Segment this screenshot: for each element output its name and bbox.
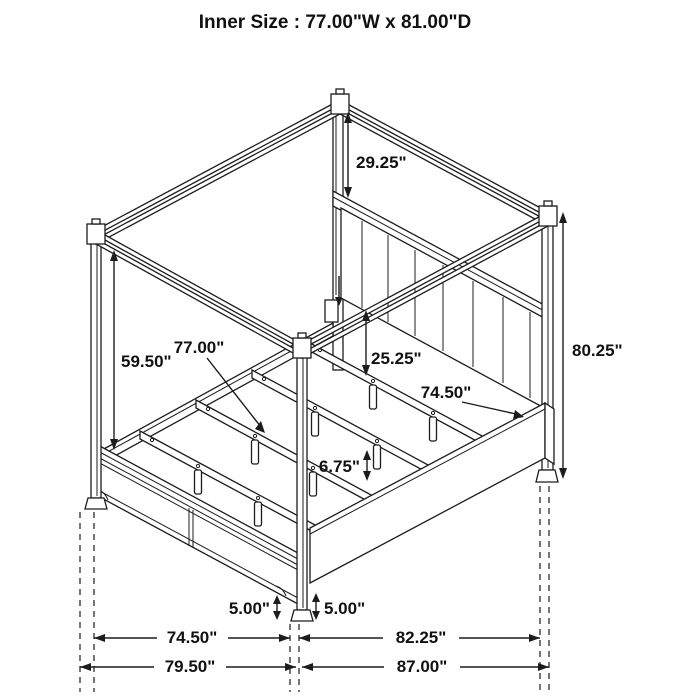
dim-clearance-siderail	[312, 593, 365, 620]
dim-label: 25.25"	[371, 349, 422, 368]
slat-leg	[374, 445, 381, 469]
dim-overall-height	[559, 212, 623, 479]
slat-leg	[370, 385, 377, 409]
canopy-corner-left	[87, 219, 105, 244]
dim-label: 6.75"	[318, 457, 360, 476]
slat	[196, 400, 373, 504]
dim-width-overall	[80, 657, 296, 676]
right-post-foot	[536, 470, 558, 482]
dim-label: 87.00"	[396, 657, 448, 676]
dim-label: 74.50"	[420, 383, 472, 402]
dim-label: 77.00"	[173, 338, 225, 357]
rail-end-cap	[545, 403, 554, 464]
dim-label: 80.25"	[572, 341, 623, 360]
dim-label: 5.00"	[324, 599, 366, 618]
canopy-corner-right	[539, 201, 557, 226]
slat-leg	[430, 417, 437, 441]
slat-leg	[255, 502, 262, 526]
dim-label: 79.50"	[164, 657, 216, 676]
canopy-corner-back	[331, 89, 349, 114]
dim-clearance-footboard	[229, 595, 281, 620]
slat-leg	[195, 470, 202, 494]
dim-canopy-to-headboard	[344, 112, 407, 198]
slat-leg	[252, 440, 259, 464]
dim-label: 59.50"	[121, 352, 172, 371]
dim-width-inner	[94, 628, 290, 647]
dim-depth-overall	[302, 657, 549, 676]
dim-label: 5.00"	[228, 599, 270, 618]
dim-label: 29.25"	[356, 153, 407, 172]
dim-label: 74.50"	[166, 628, 218, 647]
rail-bracket	[325, 300, 338, 322]
slat-leg	[310, 472, 317, 496]
diagram-title: Inner Size : 77.00"W x 81.00"D	[198, 12, 472, 33]
slat-leg	[312, 412, 319, 436]
left-post-foot	[85, 498, 107, 509]
dim-depth-inner	[299, 628, 540, 647]
front-post-foot	[291, 610, 313, 621]
dim-label: 82.25"	[395, 628, 447, 647]
